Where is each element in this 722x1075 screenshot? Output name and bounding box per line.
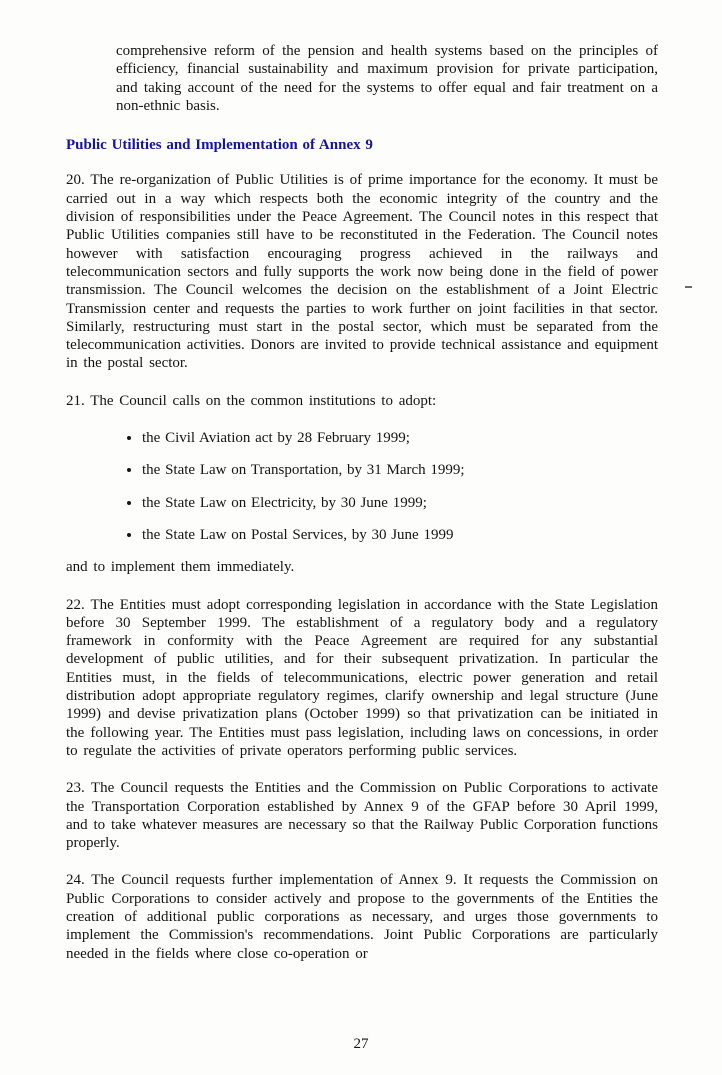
paragraph-21-intro: 21. The Council calls on the common institutions to adopt: <box>66 392 437 409</box>
paragraph-21-close: and to implement them immediately. <box>66 559 295 576</box>
list-item-electricity-law: • the State Law on Electricity, by 30 June 1999; <box>142 494 658 512</box>
list-item-civil-aviation: • the Civil Aviation act by 28 February 1999; <box>142 429 658 447</box>
paragraph-22: 22. The Entities must adopt corresponding legislation in accordance with the State Legislation before 30 September 1999. The establishment of a regulatory body and a regulatory framework in conformity with the Peace Agreement are required for any substantial development of public utilities, and for their subsequent privatization. In particular the Entities must, in the fields of telecommunications, electric power generation and retail distribution adopt appropriate regulatory regimes, clarify ownership and legal structure (June 1999) and devise privatization plans (October 1999) so that privatization can be initiated in the following year. The Entities must pass legislation, including laws on concessions, in order to regulate the activities of private operators performing public services. <box>66 596 658 759</box>
adoption-deadlines-list <box>66 429 658 544</box>
section-heading: Public Utilities and Implementation of Annex 9 <box>66 137 373 154</box>
paragraph-23: 23. The Council requests the Entities and the Commission on Public Corporations to activate the Transportation Corporation established by Annex 9 of the GFAP before 30 April 1999, and to take whatever measures are necessary so that the Railway Public Corporation functions properly. <box>66 780 658 852</box>
paragraph-20: 20. The re-organization of Public Utilities is of prime importance for the economy. It must be carried out in a way which respects both the economic integrity of the country and the division of responsibilities under the Peace Agreement. The Council notes in this respect that Public Utilities companies still have to be reconstituted in the Federation. The Council notes however with satisfaction encouraging progress achieved in the railways and telecommunication sectors and fully supports the work now being done in the field of power transmission. The Council welcomes the decision on the establishment of a Joint Electric Transmission center and requests the parties to work further on joint facilities in that sector. Similarly, restructuring must start in the postal sector, which must be separated from the telecommunication activities. Donors are invited to provide technical assistance and equipment in the postal sector. <box>66 172 658 372</box>
list-item-postal-services-law: • the State Law on Postal Services, by 30 June 1999 <box>142 526 658 544</box>
paragraph-24: 24. The Council requests further implementation of Annex 9. It requests the Commission on Public Corporations to consider actively and propose to the governments of the Entities the creation of additional public corporations as necessary, and urges those governments to implement the Commission's recommendations. Joint Public Corporations are particularly needed in the fields where close co-operation or <box>66 872 658 962</box>
page-number: 27 <box>353 1035 369 1052</box>
scan-artifact-mark <box>685 286 692 288</box>
list-item-transportation-law: • the State Law on Transportation, by 31 March 1999; <box>142 461 658 479</box>
intro-paragraph: comprehensive reform of the pension and health systems based on the principles of efficiency, financial sustainability and maximum provision for private participation, and taking account of the need for the systems to offer equal and fair treatment on a non-ethnic basis. <box>116 43 658 114</box>
